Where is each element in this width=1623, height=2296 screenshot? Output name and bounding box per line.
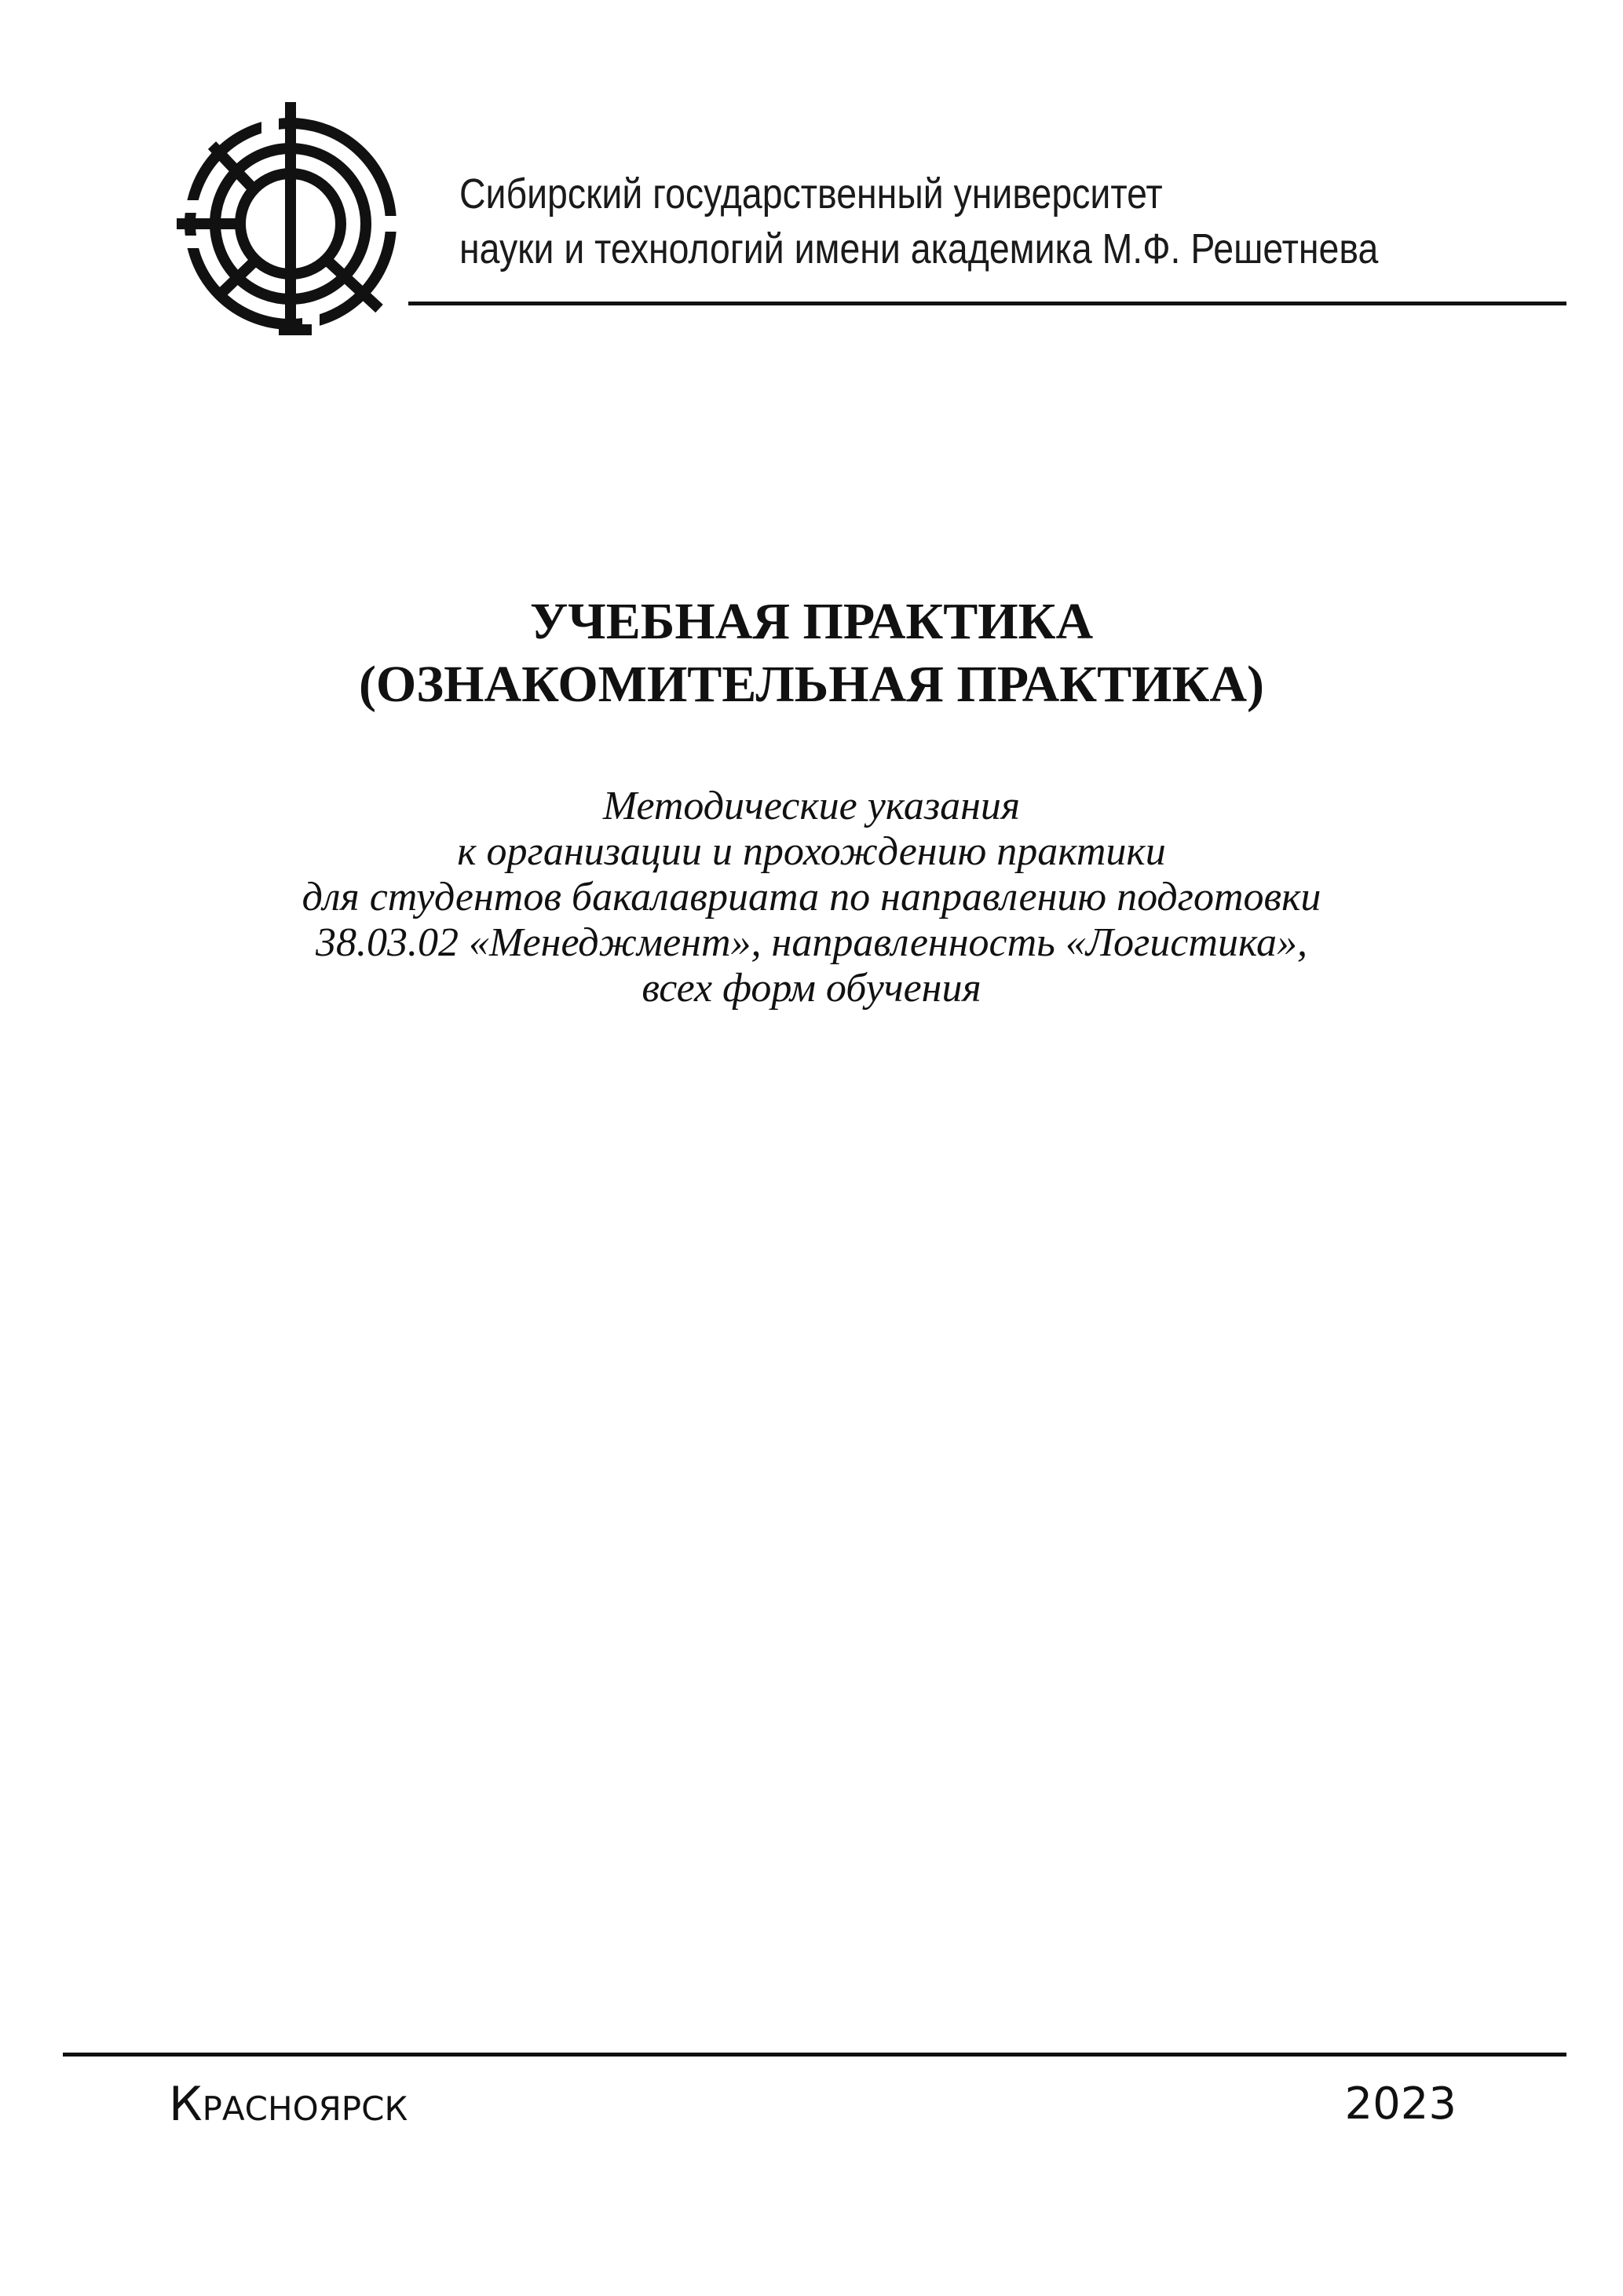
university-emblem-icon bbox=[169, 98, 404, 342]
document-title-line1: УЧЕБНАЯ ПРАКТИКА bbox=[529, 593, 1094, 650]
subtitle-line: для студентов бакалавриата по направлению подготовки bbox=[302, 875, 1321, 919]
footer-divider bbox=[63, 2053, 1566, 2057]
publication-year: 2023 bbox=[1344, 2078, 1457, 2130]
publication-city: Красноярск bbox=[169, 2077, 408, 2132]
document-title-line2: (ОЗНАКОМИТЕЛЬНАЯ ПРАКТИКА) bbox=[358, 656, 1265, 713]
document-title bbox=[0, 590, 1623, 716]
university-name-line2: науки и технологий имени академика М.Ф. Решетнева bbox=[459, 225, 1379, 272]
subtitle-line: 38.03.02 «Менеджмент», направленность «Логистика», bbox=[315, 920, 1307, 965]
subtitle-line: к организации и прохождению практики bbox=[457, 829, 1166, 874]
document-subtitle bbox=[0, 784, 1623, 1011]
university-name-line1: Сибирский государственный университет bbox=[459, 170, 1163, 218]
university-name bbox=[459, 166, 1418, 276]
subtitle-line: Методические указания bbox=[602, 784, 1021, 828]
subtitle-line: всех форм обучения bbox=[642, 966, 981, 1011]
header-divider bbox=[408, 302, 1566, 305]
